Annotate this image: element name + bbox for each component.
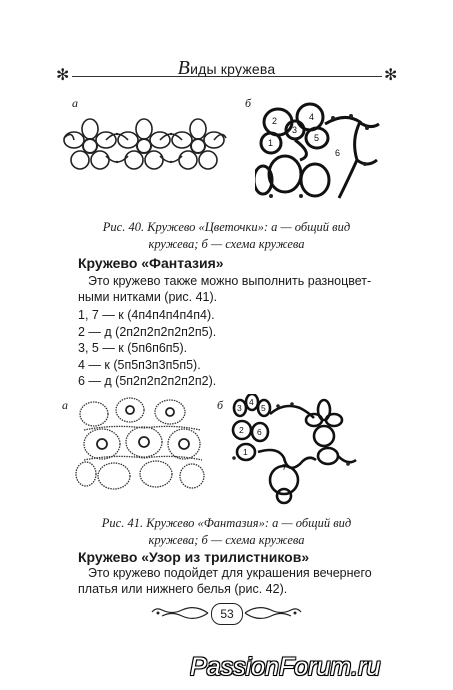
pattern-line: 6 — д (5п2п2п2п2п2п2).	[78, 374, 217, 388]
pattern-line: 4 — к (5п5п3п3п5п5).	[78, 357, 201, 372]
fig40b-number: 2	[272, 116, 278, 126]
pattern-line: 2 — д (2п2п2п2п2п2п5).	[78, 324, 217, 339]
fig41b-number: 3	[237, 403, 242, 413]
pattern-instructions	[78, 307, 216, 390]
fig40-label-a: а	[72, 96, 78, 110]
pattern-line: 3, 5 — к (5п6п6п5).	[78, 341, 188, 355]
fig40b-number: 5	[314, 133, 320, 143]
fig40b-lace-scheme	[255, 100, 380, 210]
fig41b-number: 4	[249, 397, 254, 407]
section-heading-trefoil: Кружево «Узор из трилистников»	[78, 549, 310, 565]
fig41-label-a: а	[62, 398, 68, 412]
paragraph-line: ными нитками (рис. 41).	[78, 290, 218, 304]
fig41-caption	[0, 515, 453, 549]
watermark-text: PassionForum.ru	[190, 653, 381, 681]
fig40b-number: 6	[335, 148, 341, 158]
section-heading-fantasy: Кружево «Фантазия»	[78, 255, 224, 271]
fig40b-number: 1	[268, 138, 274, 148]
fig41b-number: 2	[239, 425, 244, 435]
fig41b-number: 1	[243, 447, 248, 457]
fig40-caption-line2: кружева; б — схема кружева	[148, 237, 305, 251]
header-left-ornament-icon: ✻	[56, 67, 70, 84]
pattern-line: 1, 7 — к (4п4п4п4п4п4).	[78, 308, 215, 322]
running-header-initial: В	[177, 57, 191, 79]
fig41-label-b: б	[217, 398, 224, 412]
page-number-ornament	[150, 598, 303, 628]
section-fantasy-intro	[78, 273, 398, 305]
header-rule	[72, 76, 382, 77]
fig40a-lace-illustration	[62, 108, 228, 186]
fig41b-number: 5	[261, 403, 266, 413]
fig40-label-b: б	[245, 96, 252, 110]
section-trefoil-intro	[78, 565, 398, 597]
header-right-ornament-icon: ✻	[384, 67, 398, 84]
fig41-caption-line1: Рис. 41. Кружево «Фантазия»: а — общий вид	[101, 516, 352, 530]
paragraph-line: Это кружево также можно выполнить разноцвет-	[88, 274, 372, 288]
page-number: 53	[211, 603, 243, 625]
fig40b-number: 3	[292, 125, 298, 135]
fig41a-lace-illustration	[74, 394, 206, 498]
fig41b-number: 7	[282, 462, 287, 472]
paragraph-line: Это кружево подойдет для украшения вечернего	[88, 566, 372, 580]
fig40-caption	[0, 219, 453, 253]
fig40b-number: 4	[309, 112, 315, 122]
running-header-text: иды кружева	[190, 61, 276, 77]
fig41-caption-line2: кружева; б — схема кружева	[148, 533, 305, 547]
fig41b-lace-scheme	[228, 394, 358, 506]
fig40-caption-line1: Рис. 40. Кружево «Цветочки»: а — общий вид	[102, 220, 351, 234]
fig41b-number: 6	[257, 427, 262, 437]
paragraph-line: платья или нижнего белья (рис. 42).	[78, 582, 288, 596]
